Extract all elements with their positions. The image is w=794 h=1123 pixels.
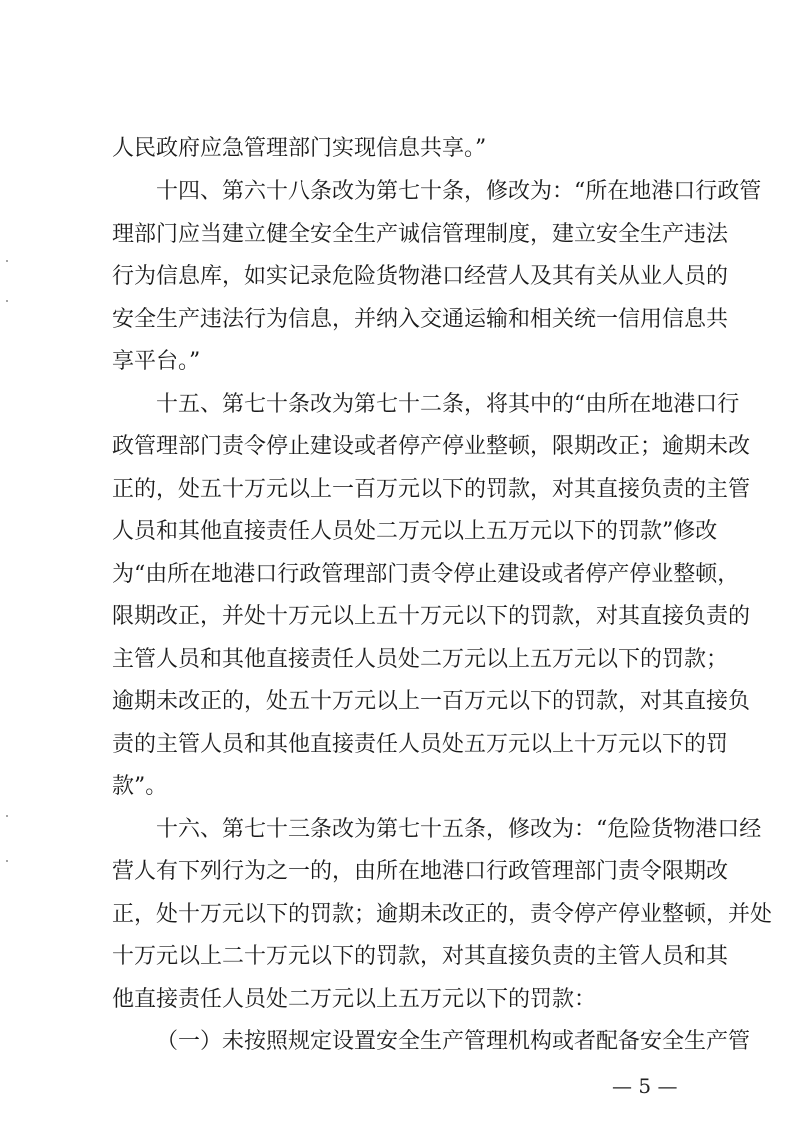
- text-line: 正的，处五十万元以上一百万元以下的罚款，对其直接负责的主管: [112, 477, 751, 502]
- text-line: 十四、第六十八条改为第七十条，修改为：“所在地港口行政管: [156, 179, 762, 204]
- text-line: 主管人员和其他直接责任人员处二万元以上五万元以下的罚款；: [112, 647, 729, 672]
- text-line: 款”。: [112, 774, 168, 799]
- text-line: 逾期未改正的，处五十万元以上一百万元以下的罚款，对其直接负: [112, 689, 751, 714]
- text-line: 理部门应当建立健全安全生产诚信管理制度，建立安全生产违法: [112, 222, 729, 247]
- text-line: 行为信息库，如实记录危险货物港口经营人及其有关从业人员的: [112, 264, 729, 289]
- page-number: — 5 —: [612, 1074, 678, 1098]
- text-line: 营人有下列行为之一的，由所在地港口行政管理部门责令限期改: [112, 859, 729, 884]
- text-line: 责的主管人员和其他直接责任人员处五万元以上十万元以下的罚: [112, 732, 729, 757]
- text-line: 人民政府应急管理部门实现信息共享。”: [112, 136, 487, 161]
- text-line: 安全生产违法行为信息，并纳入交通运输和相关统一信用信息共: [112, 307, 729, 332]
- scan-mark: [6, 300, 8, 302]
- text-line: 享平台。”: [112, 349, 201, 374]
- text-line: 十五、第七十条改为第七十二条，将其中的“由所在地港口行: [156, 392, 740, 417]
- text-line: 正，处十万元以下的罚款；逾期未改正的，责令停产停业整顿，并处: [112, 902, 773, 927]
- text-line: 十六、第七十三条改为第七十五条，修改为：“危险货物港口经: [156, 817, 762, 842]
- text-line: （一）未按照规定设置安全生产管理机构或者配备安全生产管: [156, 1029, 751, 1054]
- scan-mark: [6, 260, 8, 262]
- scan-mark: [6, 815, 8, 817]
- text-line: 政管理部门责令停止建设或者停产停业整顿，限期改正；逾期未改: [112, 434, 751, 459]
- text-line: 十万元以上二十万元以下的罚款，对其直接负责的主管人员和其: [112, 944, 729, 969]
- text-line: 为“由所在地港口行政管理部门责令停止建设或者停产停业整顿，: [112, 562, 740, 587]
- text-line: 他直接责任人员处二万元以上五万元以下的罚款：: [112, 987, 597, 1012]
- text-line: 限期改正，并处十万元以上五十万元以下的罚款，对其直接负责的: [112, 604, 751, 629]
- text-line: 人员和其他直接责任人员处二万元以上五万元以下的罚款”修改: [112, 519, 718, 544]
- scan-mark: [6, 860, 8, 862]
